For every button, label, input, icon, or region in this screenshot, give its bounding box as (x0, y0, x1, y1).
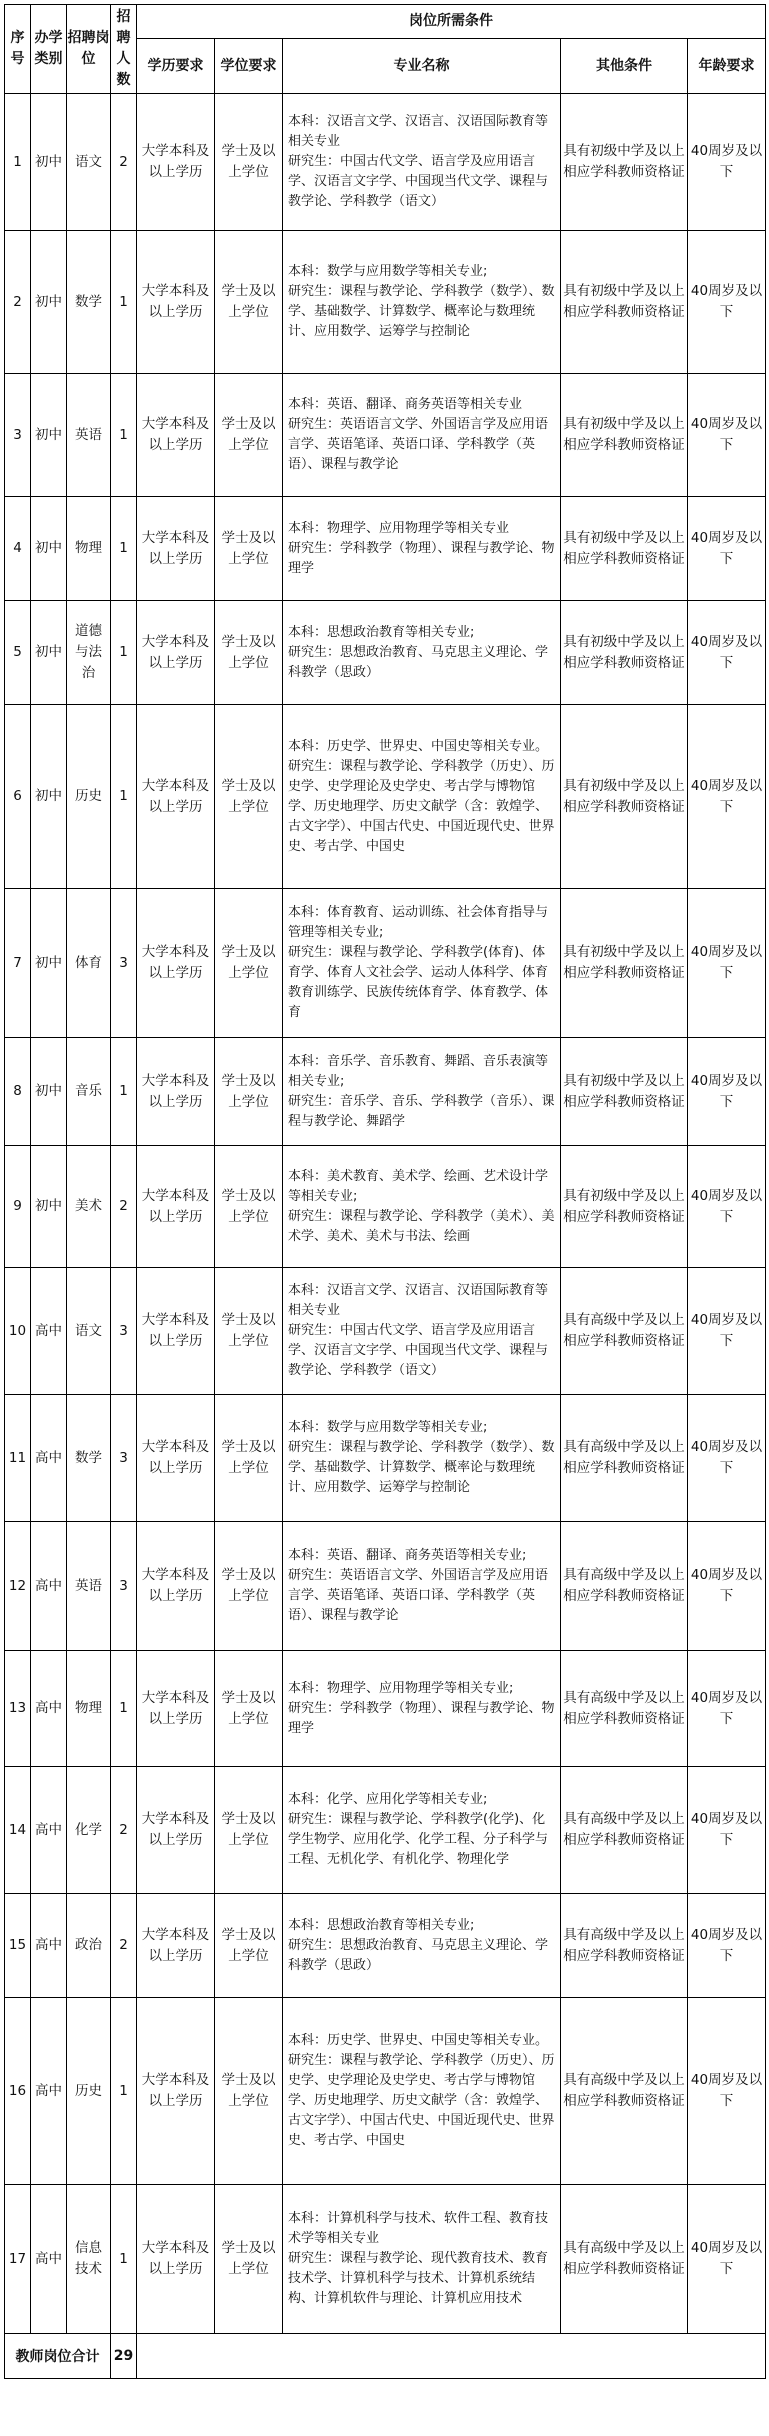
cell-count: 2 (111, 1146, 137, 1268)
cell-age: 40周岁及以下 (688, 705, 766, 889)
header-school-type: 办学类别 (31, 5, 67, 94)
cell-education: 大学本科及以上学历 (137, 889, 215, 1038)
cell-school-type: 高中 (31, 1894, 67, 1998)
cell-education: 大学本科及以上学历 (137, 94, 215, 231)
cell-other: 具有高级中学及以上相应学科教师资格证 (561, 1767, 688, 1894)
cell-seq: 9 (5, 1146, 31, 1268)
cell-major: 本科：汉语言文学、汉语言、汉语国际教育等相关专业 研究生：中国古代文学、语言学及应用语言学、汉语言文字学、中国现当代文学、课程与教学论、学科教学（语文） (283, 1268, 561, 1395)
cell-major: 本科：体育教育、运动训练、社会体育指导与管理等相关专业; 研究生：课程与教学论、学科教学(体育)、体育学、体育人文社会学、运动人体科学、体育教育训练学、民族传统体育学、体育教学、体育 (283, 889, 561, 1038)
cell-school-type: 初中 (31, 1038, 67, 1146)
cell-position: 政治 (67, 1894, 111, 1998)
cell-age: 40周岁及以下 (688, 1998, 766, 2185)
cell-degree: 学士及以上学位 (215, 601, 283, 705)
cell-major: 本科：思想政治教育等相关专业; 研究生：思想政治教育、马克思主义理论、学科教学（思政） (283, 601, 561, 705)
cell-degree: 学士及以上学位 (215, 889, 283, 1038)
cell-age: 40周岁及以下 (688, 231, 766, 374)
cell-major: 本科：物理学、应用物理学等相关专业 研究生：学科教学（物理）、课程与教学论、物理学 (283, 497, 561, 601)
cell-seq: 6 (5, 705, 31, 889)
cell-degree: 学士及以上学位 (215, 1268, 283, 1395)
cell-school-type: 初中 (31, 374, 67, 497)
header-position: 招聘岗位 (67, 5, 111, 94)
cell-seq: 8 (5, 1038, 31, 1146)
header-other: 其他条件 (561, 39, 688, 94)
cell-other: 具有初级中学及以上相应学科教师资格证 (561, 497, 688, 601)
cell-age: 40周岁及以下 (688, 94, 766, 231)
cell-major: 本科：英语、翻译、商务英语等相关专业; 研究生：英语语言文学、外国语言学及应用语言学、英语笔译、英语口译、学科教学（英语）、课程与教学论 (283, 1522, 561, 1651)
cell-other: 具有高级中学及以上相应学科教师资格证 (561, 1395, 688, 1522)
table-row (5, 497, 766, 601)
cell-education: 大学本科及以上学历 (137, 374, 215, 497)
recruitment-table (4, 4, 766, 2379)
cell-degree: 学士及以上学位 (215, 1395, 283, 1522)
table-row (5, 1038, 766, 1146)
cell-education: 大学本科及以上学历 (137, 1395, 215, 1522)
cell-count: 1 (111, 1998, 137, 2185)
cell-count: 1 (111, 705, 137, 889)
cell-school-type: 高中 (31, 1767, 67, 1894)
cell-count: 3 (111, 1522, 137, 1651)
table-row (5, 1522, 766, 1651)
table-row (5, 1998, 766, 2185)
cell-age: 40周岁及以下 (688, 374, 766, 497)
cell-education: 大学本科及以上学历 (137, 1998, 215, 2185)
cell-major: 本科：计算机科学与技术、软件工程、教育技术学等相关专业 研究生：课程与教学论、现代教育技术、教育技术学、计算机科学与技术、计算机系统结构、计算机软件与理论、计算机应用技术 (283, 2185, 561, 2334)
cell-age: 40周岁及以下 (688, 2185, 766, 2334)
table-row (5, 1894, 766, 1998)
cell-seq: 7 (5, 889, 31, 1038)
cell-other: 具有初级中学及以上相应学科教师资格证 (561, 601, 688, 705)
table-body (5, 94, 766, 2334)
cell-position: 道德与法治 (67, 601, 111, 705)
cell-seq: 2 (5, 231, 31, 374)
cell-other: 具有高级中学及以上相应学科教师资格证 (561, 2185, 688, 2334)
cell-other: 具有高级中学及以上相应学科教师资格证 (561, 1268, 688, 1395)
header-seq: 序号 (5, 5, 31, 94)
cell-age: 40周岁及以下 (688, 1651, 766, 1767)
cell-degree: 学士及以上学位 (215, 94, 283, 231)
cell-age: 40周岁及以下 (688, 1522, 766, 1651)
table-row (5, 1651, 766, 1767)
cell-seq: 5 (5, 601, 31, 705)
cell-degree: 学士及以上学位 (215, 1998, 283, 2185)
cell-school-type: 初中 (31, 231, 67, 374)
cell-degree: 学士及以上学位 (215, 231, 283, 374)
cell-seq: 14 (5, 1767, 31, 1894)
cell-education: 大学本科及以上学历 (137, 1894, 215, 1998)
cell-age: 40周岁及以下 (688, 1268, 766, 1395)
total-row (5, 2334, 766, 2379)
cell-other: 具有高级中学及以上相应学科教师资格证 (561, 1651, 688, 1767)
cell-school-type: 高中 (31, 2185, 67, 2334)
cell-position: 美术 (67, 1146, 111, 1268)
cell-position: 历史 (67, 1998, 111, 2185)
cell-position: 英语 (67, 1522, 111, 1651)
cell-major: 本科：数学与应用数学等相关专业; 研究生：课程与教学论、学科教学（数学）、数学、基础数学、计算数学、概率论与数理统计、应用数学、运筹学与控制论 (283, 1395, 561, 1522)
cell-degree: 学士及以上学位 (215, 2185, 283, 2334)
cell-major: 本科：物理学、应用物理学等相关专业; 研究生：学科教学（物理）、课程与教学论、物理学 (283, 1651, 561, 1767)
cell-age: 40周岁及以下 (688, 1395, 766, 1522)
header-education: 学历要求 (137, 39, 215, 94)
table-row (5, 1146, 766, 1268)
cell-position: 化学 (67, 1767, 111, 1894)
total-blank (137, 2334, 766, 2379)
cell-count: 1 (111, 1038, 137, 1146)
table-row (5, 705, 766, 889)
cell-education: 大学本科及以上学历 (137, 1038, 215, 1146)
cell-count: 2 (111, 1894, 137, 1998)
cell-major: 本科：历史学、世界史、中国史等相关专业。 研究生：课程与教学论、学科教学（历史）、历史学、史学理论及史学史、考古学与博物馆学、历史地理学、历史文献学（含：敦煌学、古文字学）、中国古代史、中国近现代史、世界史、考古学、中国史 (283, 705, 561, 889)
cell-school-type: 初中 (31, 94, 67, 231)
cell-seq: 1 (5, 94, 31, 231)
header-major: 专业名称 (283, 39, 561, 94)
header-degree: 学位要求 (215, 39, 283, 94)
cell-school-type: 高中 (31, 1998, 67, 2185)
cell-degree: 学士及以上学位 (215, 705, 283, 889)
cell-education: 大学本科及以上学历 (137, 497, 215, 601)
cell-position: 音乐 (67, 1038, 111, 1146)
table-row (5, 889, 766, 1038)
cell-degree: 学士及以上学位 (215, 1894, 283, 1998)
cell-seq: 15 (5, 1894, 31, 1998)
cell-seq: 17 (5, 2185, 31, 2334)
cell-age: 40周岁及以下 (688, 1767, 766, 1894)
cell-position: 历史 (67, 705, 111, 889)
cell-seq: 12 (5, 1522, 31, 1651)
cell-education: 大学本科及以上学历 (137, 231, 215, 374)
header-count: 招聘人数 (111, 5, 137, 94)
cell-other: 具有高级中学及以上相应学科教师资格证 (561, 1894, 688, 1998)
cell-count: 3 (111, 1268, 137, 1395)
cell-degree: 学士及以上学位 (215, 1522, 283, 1651)
cell-seq: 13 (5, 1651, 31, 1767)
cell-school-type: 初中 (31, 705, 67, 889)
header-conditions: 岗位所需条件 (137, 5, 766, 39)
cell-count: 1 (111, 2185, 137, 2334)
cell-age: 40周岁及以下 (688, 497, 766, 601)
cell-age: 40周岁及以下 (688, 601, 766, 705)
table-row (5, 94, 766, 231)
cell-school-type: 初中 (31, 497, 67, 601)
cell-degree: 学士及以上学位 (215, 1651, 283, 1767)
cell-count: 1 (111, 374, 137, 497)
cell-major: 本科：化学、应用化学等相关专业; 研究生：课程与教学论、学科教学(化学)、化学生物学、应用化学、化学工程、分子科学与工程、无机化学、有机化学、物理化学 (283, 1767, 561, 1894)
cell-seq: 4 (5, 497, 31, 601)
cell-education: 大学本科及以上学历 (137, 1651, 215, 1767)
table-row (5, 231, 766, 374)
cell-degree: 学士及以上学位 (215, 374, 283, 497)
cell-education: 大学本科及以上学历 (137, 705, 215, 889)
cell-school-type: 高中 (31, 1395, 67, 1522)
cell-count: 3 (111, 889, 137, 1038)
table-row (5, 601, 766, 705)
cell-seq: 16 (5, 1998, 31, 2185)
cell-position: 数学 (67, 231, 111, 374)
cell-position: 语文 (67, 1268, 111, 1395)
cell-school-type: 初中 (31, 1146, 67, 1268)
cell-other: 具有高级中学及以上相应学科教师资格证 (561, 1998, 688, 2185)
total-label: 教师岗位合计 (5, 2334, 111, 2379)
cell-position: 物理 (67, 497, 111, 601)
cell-other: 具有初级中学及以上相应学科教师资格证 (561, 231, 688, 374)
cell-age: 40周岁及以下 (688, 1038, 766, 1146)
cell-education: 大学本科及以上学历 (137, 1268, 215, 1395)
cell-count: 2 (111, 94, 137, 231)
cell-education: 大学本科及以上学历 (137, 1146, 215, 1268)
cell-other: 具有高级中学及以上相应学科教师资格证 (561, 1522, 688, 1651)
cell-count: 2 (111, 1767, 137, 1894)
cell-seq: 11 (5, 1395, 31, 1522)
table-row (5, 1268, 766, 1395)
total-count: 29 (111, 2334, 137, 2379)
cell-degree: 学士及以上学位 (215, 1146, 283, 1268)
cell-position: 物理 (67, 1651, 111, 1767)
cell-education: 大学本科及以上学历 (137, 1522, 215, 1651)
cell-education: 大学本科及以上学历 (137, 601, 215, 705)
cell-major: 本科：音乐学、音乐教育、舞蹈、音乐表演等相关专业; 研究生：音乐学、音乐、学科教学（音乐）、课程与教学论、舞蹈学 (283, 1038, 561, 1146)
cell-school-type: 高中 (31, 1522, 67, 1651)
table-row (5, 374, 766, 497)
cell-major: 本科：汉语言文学、汉语言、汉语国际教育等相关专业 研究生：中国古代文学、语言学及应用语言学、汉语言文字学、中国现当代文学、课程与教学论、学科教学（语文） (283, 94, 561, 231)
cell-degree: 学士及以上学位 (215, 497, 283, 601)
cell-other: 具有初级中学及以上相应学科教师资格证 (561, 94, 688, 231)
cell-education: 大学本科及以上学历 (137, 1767, 215, 1894)
cell-other: 具有初级中学及以上相应学科教师资格证 (561, 374, 688, 497)
cell-education: 大学本科及以上学历 (137, 2185, 215, 2334)
cell-other: 具有初级中学及以上相应学科教师资格证 (561, 705, 688, 889)
cell-degree: 学士及以上学位 (215, 1767, 283, 1894)
cell-degree: 学士及以上学位 (215, 1038, 283, 1146)
cell-count: 3 (111, 1395, 137, 1522)
cell-age: 40周岁及以下 (688, 889, 766, 1038)
cell-count: 1 (111, 601, 137, 705)
cell-major: 本科：历史学、世界史、中国史等相关专业。 研究生：课程与教学论、学科教学（历史）、历史学、史学理论及史学史、考古学与博物馆学、历史地理学、历史文献学（含：敦煌学、古文字学）、中国古代史、中国近现代史、世界史、考古学、中国史 (283, 1998, 561, 2185)
cell-position: 英语 (67, 374, 111, 497)
cell-other: 具有初级中学及以上相应学科教师资格证 (561, 1038, 688, 1146)
cell-major: 本科：美术教育、美术学、绘画、艺术设计学等相关专业; 研究生：课程与教学论、学科教学（美术）、美术学、美术、美术与书法、绘画 (283, 1146, 561, 1268)
cell-seq: 10 (5, 1268, 31, 1395)
cell-school-type: 初中 (31, 889, 67, 1038)
cell-count: 1 (111, 1651, 137, 1767)
cell-age: 40周岁及以下 (688, 1146, 766, 1268)
cell-other: 具有初级中学及以上相应学科教师资格证 (561, 889, 688, 1038)
cell-position: 信息技术 (67, 2185, 111, 2334)
cell-age: 40周岁及以下 (688, 1894, 766, 1998)
cell-position: 语文 (67, 94, 111, 231)
cell-count: 1 (111, 231, 137, 374)
table-row (5, 1767, 766, 1894)
cell-school-type: 高中 (31, 1651, 67, 1767)
cell-school-type: 高中 (31, 1268, 67, 1395)
cell-position: 数学 (67, 1395, 111, 1522)
cell-school-type: 初中 (31, 601, 67, 705)
header-age: 年龄要求 (688, 39, 766, 94)
cell-major: 本科：数学与应用数学等相关专业; 研究生：课程与教学论、学科教学（数学）、数学、基础数学、计算数学、概率论与数理统计、应用数学、运筹学与控制论 (283, 231, 561, 374)
cell-major: 本科：思想政治教育等相关专业; 研究生：思想政治教育、马克思主义理论、学科教学（思政） (283, 1894, 561, 1998)
cell-other: 具有初级中学及以上相应学科教师资格证 (561, 1146, 688, 1268)
cell-seq: 3 (5, 374, 31, 497)
cell-count: 1 (111, 497, 137, 601)
table-row (5, 2185, 766, 2334)
cell-position: 体育 (67, 889, 111, 1038)
table-row (5, 1395, 766, 1522)
cell-major: 本科：英语、翻译、商务英语等相关专业 研究生：英语语言文学、外国语言学及应用语言学、英语笔译、英语口译、学科教学（英语）、课程与教学论 (283, 374, 561, 497)
